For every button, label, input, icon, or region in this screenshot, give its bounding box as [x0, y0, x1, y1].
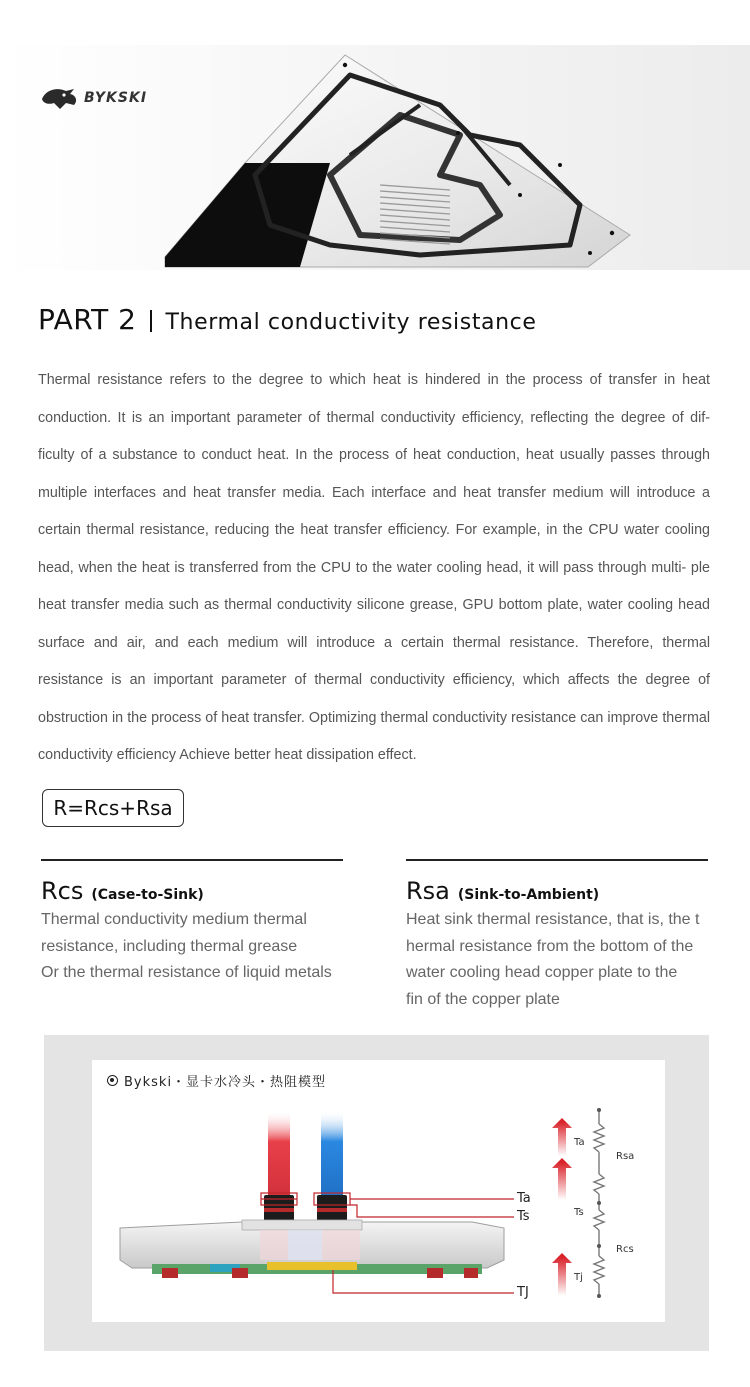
rsa-line: water cooling head copper plate to the: [406, 964, 678, 981]
diagram-title-text: Bykski・显卡水冷头・热阻模型: [124, 1075, 327, 1090]
rcs-line: Or the thermal resistance of liquid metals: [41, 964, 332, 981]
model-label-ts: Ts: [574, 1207, 584, 1218]
dragon-logo-icon: [40, 85, 80, 111]
heading-divider: [150, 310, 152, 332]
rsa-column: [406, 859, 708, 1013]
rsa-line: hermal resistance from the bottom of the: [406, 937, 694, 955]
rsa-description: [406, 907, 708, 1013]
part-number: PART 2: [38, 303, 137, 336]
rsa-line: fin of the copper plate: [406, 990, 560, 1008]
brand-logo: [40, 85, 147, 111]
up-arrow-icon: [552, 1158, 572, 1200]
up-arrow-icon: [552, 1253, 572, 1296]
rcs-heading: [41, 877, 343, 905]
water-block-photo: [0, 45, 750, 270]
column-divider: [41, 859, 343, 861]
thermal-model-card: [92, 1060, 665, 1322]
model-label-rcs: Rcs: [616, 1244, 634, 1255]
formula-box: R=Rcs+Rsa: [42, 789, 184, 827]
pointer-label-ta: Ta: [517, 1191, 531, 1206]
rcs-subtitle: (Case-to-Sink): [91, 887, 204, 903]
rsa-resistor-zigzag: [594, 1124, 604, 1152]
rsa-heading: [406, 877, 708, 905]
pointer-label-tj: TJ: [517, 1285, 529, 1300]
rcs-column: [41, 859, 343, 987]
rcs-line: resistance, including thermal grease: [41, 937, 298, 955]
model-label-ta: Ta: [574, 1137, 585, 1148]
rcs-resistor-zigzag: [594, 1210, 604, 1230]
column-divider: [406, 859, 708, 861]
rsa-subtitle: (Sink-to-Ambient): [457, 887, 600, 903]
rsa-abbr: Rsa: [406, 877, 450, 905]
rcs-line: Thermal conductivity medium thermal: [41, 911, 307, 928]
rcs-description: [41, 907, 343, 987]
hero-banner: [0, 45, 750, 270]
thermal-model-panel: [44, 1035, 709, 1351]
section-title: Thermal conductivity resistance: [165, 310, 537, 335]
section-heading: [38, 303, 537, 336]
brand-logo-text: BYKSKI: [84, 90, 148, 106]
up-arrow-icon: [552, 1118, 572, 1156]
pointer-label-ts: Ts: [517, 1209, 530, 1224]
rsa-line: Heat sink thermal resistance, that is, the t: [406, 911, 700, 928]
intro-paragraph: Thermal resistance refers to the degree to which heat is hindered in the process of transfer in heat conduction. It is an important parameter of thermal conductivity efficiency, reflecting the degree of dif- ficulty of a substance to conduct heat. In the process of heat conduction, heat usually passes through multiple interfaces and heat transfer media. Each interface and heat transfer medium will introduce a certain thermal resistance, reducing the heat transfer efficiency. For example, in the CPU water cooling head, when the heat is transferred from the CPU to the water cooling head, it will pass through multi- ple heat transfer media such as thermal conductivity silicone grease, GPU bottom plate, water cooling head surface and air, and each medium will introduce a certain thermal resistance. Therefore, thermal resistance is an important parameter of thermal conductivity efficiency, which affects the degree of obstruction in the process of heat transfer. Optimizing thermal conductivity resistance can improve thermal conductivity efficiency Achieve better heat dissipation effect.: [38, 372, 710, 763]
rcs-abbr: Rcs: [41, 877, 84, 905]
model-label-rsa: Rsa: [616, 1151, 635, 1162]
model-label-tj: Tj: [574, 1272, 583, 1283]
